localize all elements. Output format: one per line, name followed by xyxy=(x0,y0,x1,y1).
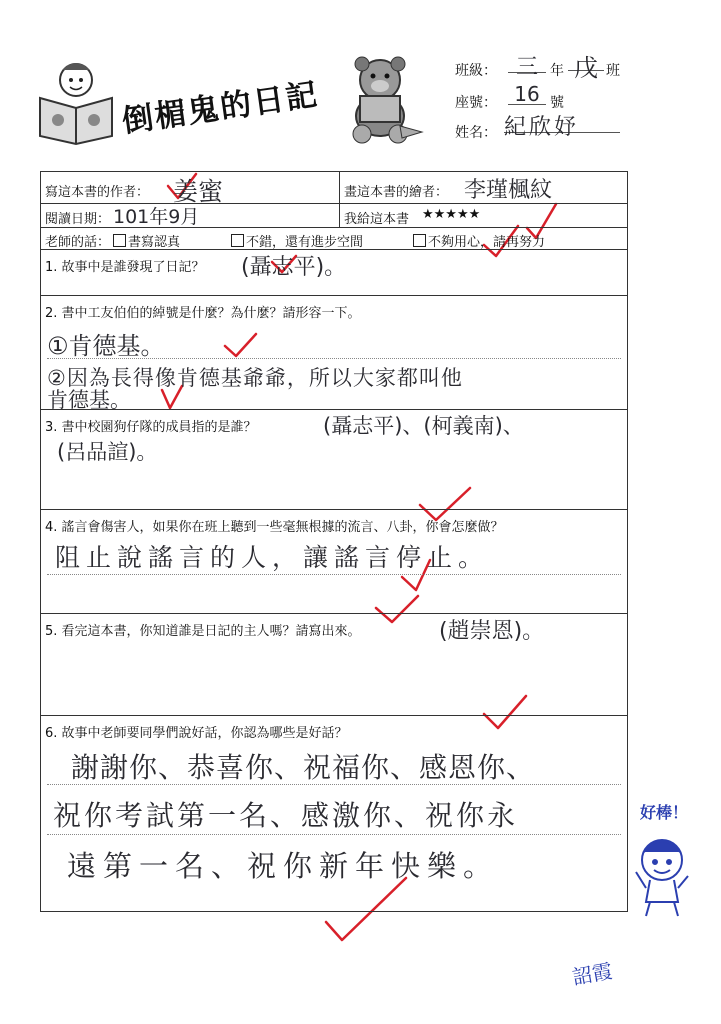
date-label: 閱讀日期： xyxy=(45,212,111,227)
illustrator-label: 畫這本書的繪者： xyxy=(344,185,449,200)
checkbox-icon xyxy=(231,234,244,247)
illustrator-cell xyxy=(340,172,628,204)
rating-cell xyxy=(340,204,628,228)
answer-line xyxy=(47,358,621,359)
answer-line xyxy=(47,574,621,575)
question-3-answer-line-1: (聶志平)、(柯義南)、 xyxy=(323,414,524,438)
question-6-text: 6. 故事中老師要同學們說好話，你認為哪些是好話？ xyxy=(45,726,348,741)
author-label: 寫這本書的作者： xyxy=(45,185,150,200)
question-6-answer-line-2: 祝你考試第一名、感激你、祝你永 xyxy=(53,799,519,832)
question-5-answer: (趙崇恩)。 xyxy=(439,619,545,644)
book-report-form xyxy=(40,171,628,912)
date-cell xyxy=(41,204,340,228)
student-name: 紀欣妤 xyxy=(504,110,620,133)
teacher-signature: 詔霞 xyxy=(570,958,615,990)
checkbox-icon xyxy=(413,234,426,247)
teacher-comment-cell xyxy=(41,228,628,250)
class-suffix: 班 xyxy=(606,63,620,79)
question-5-cell xyxy=(41,614,628,716)
answer-line xyxy=(47,784,621,785)
teacher-option-2: 不錯，還有進步空間 xyxy=(231,231,363,250)
question-3-text: 3. 書中校園狗仔隊的成員指的是誰？ xyxy=(45,420,257,435)
question-2-cell xyxy=(41,296,628,410)
question-3-cell xyxy=(41,410,628,510)
name-label: 姓名： xyxy=(455,125,497,141)
question-4-cell xyxy=(41,510,628,614)
seat-suffix: 號 xyxy=(550,95,564,111)
seat-number: 16 xyxy=(508,82,546,105)
question-1-answer: (聶志平)。 xyxy=(241,255,347,280)
question-2-answer-line-3: 肯德基。 xyxy=(47,388,131,412)
question-6-cell xyxy=(41,716,628,912)
reading-kid-illustration xyxy=(40,63,112,144)
question-4-answer: 阻止說謠言的人，讓謠言停止。 xyxy=(55,543,490,572)
class-grade: 三 xyxy=(508,50,546,73)
checkbox-icon xyxy=(113,234,126,247)
diary-title: 倒楣鬼的日記 xyxy=(119,76,322,140)
question-1-text: 1. 故事中是誰發現了日記？ xyxy=(45,260,205,275)
class-label: 班級： xyxy=(455,63,497,79)
question-6-answer-line-1: 謝謝你、恭喜你、祝福你、感恩你、 xyxy=(71,751,536,784)
answer-line xyxy=(47,834,621,835)
grade-suffix: 年 xyxy=(550,63,564,79)
author-cell xyxy=(41,172,340,204)
question-1-cell xyxy=(41,250,628,296)
question-2-answer-line-2: ②因為長得像肯德基爺爺，所以大家都叫他 xyxy=(47,366,463,390)
author-value: 姜蜜 xyxy=(173,177,224,206)
question-2-answer-line-1: ①肯德基。 xyxy=(47,332,165,360)
seat-label: 座號： xyxy=(455,95,497,111)
class-name: 戊 xyxy=(568,48,604,71)
rating-label: 我給這本書 xyxy=(344,212,410,227)
question-5-text: 5. 看完這本書，你知道誰是日記的主人嗎？請寫出來。 xyxy=(45,624,361,639)
praise-stamp-illustration xyxy=(636,840,688,916)
question-2-text: 2. 書中工友伯伯的綽號是什麼？為什麼？請形容一下。 xyxy=(45,306,361,321)
bear-reading-illustration xyxy=(353,57,422,143)
question-4-text: 4. 謠言會傷害人，如果你在班上聽到一些毫無根據的流言、八卦，你會怎麼做？ xyxy=(45,520,504,535)
question-3-answer-line-2: (呂品諠)。 xyxy=(57,440,158,464)
teacher-option-3: 不夠用心，請再努力 xyxy=(413,231,545,250)
praise-stamp-text: 好棒！ xyxy=(640,803,689,822)
teacher-label: 老師的話： xyxy=(45,235,111,250)
teacher-option-1: 書寫認真 xyxy=(113,231,180,250)
rating-stars: ★★★★★ xyxy=(422,207,481,222)
illustrator-value: 李瑾楓紋 xyxy=(464,178,553,203)
question-6-answer-line-3: 遠第一名、祝你新年快樂。 xyxy=(67,849,500,883)
date-value: 101年9月 xyxy=(113,206,200,228)
